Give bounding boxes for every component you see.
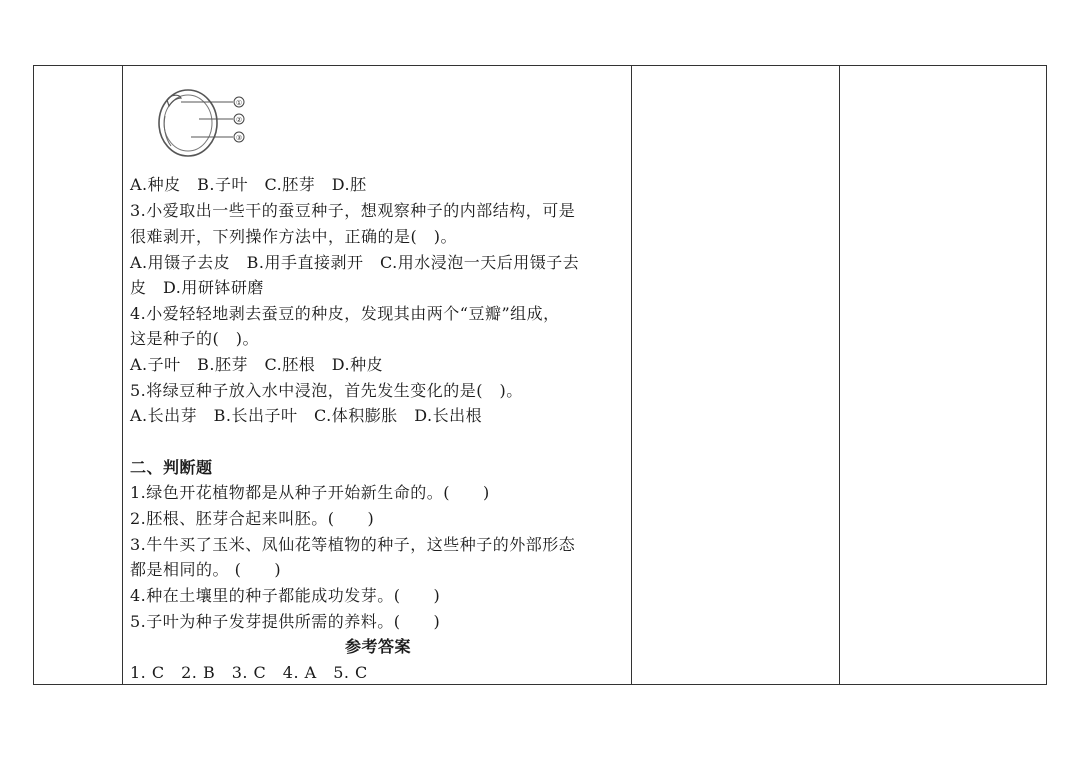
question-3-options-line-2: 皮 D.用研钵研磨 [130, 278, 264, 297]
question-4-line-2: 这是种子的( )。 [130, 329, 259, 348]
table-bottom-border [33, 684, 1047, 685]
diagram-label-2: ② [235, 116, 243, 124]
question-4-options: A.子叶 B.胚芽 C.胚根 D.种皮 [130, 355, 384, 374]
question-4-line-1: 4.小爱轻轻地剥去蚕豆的种皮，发现其由两个“豆瓣”组成， [130, 304, 560, 323]
question-3-line-1: 3.小爱取出一些干的蚕豆种子，想观察种子的内部结构，可是 [130, 201, 576, 220]
tf-item-3-line-2: 都是相同的。 ( ) [130, 560, 282, 579]
table-col-border-2 [631, 65, 632, 685]
table-col-border-0 [33, 65, 34, 685]
choice-q2-options: A.种皮 B.子叶 C.胚芽 D.胚 [130, 175, 367, 194]
question-5: 5.将绿豆种子放入水中浸泡，首先发生变化的是( )。 [130, 381, 523, 400]
table-col-border-3 [839, 65, 840, 685]
section-heading-true-false: 二、判断题 [130, 458, 213, 477]
answer-key-values: 1. C 2. B 3. C 4. A 5. C [130, 663, 368, 682]
seed-structure-diagram [155, 86, 255, 161]
tf-item-5: 5.子叶为种子发芽提供所需的养料。( ) [130, 612, 441, 631]
answer-key-heading: 参考答案 [344, 637, 411, 656]
tf-item-2: 2.胚根、胚芽合起来叫胚。( ) [130, 509, 375, 528]
tf-item-1: 1.绿色开花植物都是从种子开始新生命的。( ) [130, 483, 490, 502]
diagram-label-1: ① [235, 99, 243, 107]
tf-item-3-line-1: 3.牛牛买了玉米、凤仙花等植物的种子，这些种子的外部形态 [130, 535, 576, 554]
table-top-border [33, 65, 1047, 66]
table-col-border-4 [1046, 65, 1047, 685]
diagram-label-3: ③ [235, 134, 243, 142]
question-5-options: A.长出芽 B.长出子叶 C.体积膨胀 D.长出根 [130, 406, 483, 425]
table-col-border-1 [122, 65, 123, 685]
question-3-options-line-1: A.用镊子去皮 B.用手直接剥开 C.用水浸泡一天后用镊子去 [130, 253, 580, 272]
question-3-line-2: 很难剥开，下列操作方法中，正确的是( )。 [130, 227, 457, 246]
tf-item-4: 4.种在土壤里的种子都能成功发芽。( ) [130, 586, 441, 605]
